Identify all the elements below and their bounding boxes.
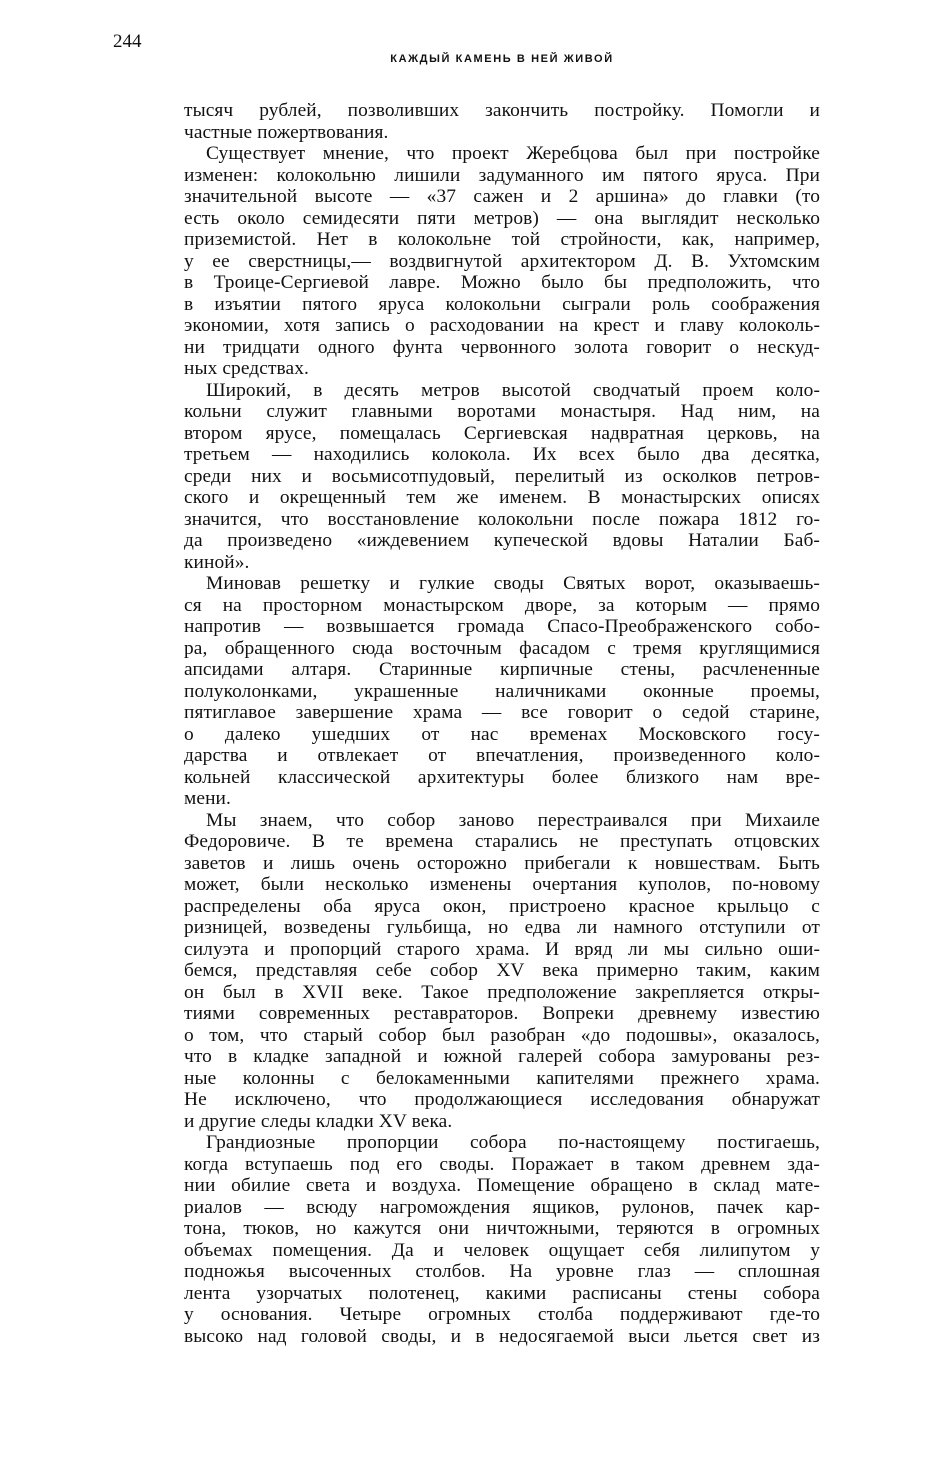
text-line: у основания. Четыре огромных столба поддерживают где-то bbox=[184, 1304, 820, 1325]
text-line: изменен: колокольню лишили задуманного им пятого яруса. При bbox=[184, 164, 820, 186]
text-line: экономии, хотя запись о расходовании на крест и главу колоколь- bbox=[184, 315, 820, 336]
text-line: кольней классической архитектуры более близкого нам вре- bbox=[184, 766, 820, 788]
text-line: объемах помещения. Да и человек ощущает себя лилипутом у bbox=[184, 1239, 820, 1261]
text-line: распределены оба яруса окон, пристроено красное крыльцо с bbox=[184, 895, 820, 917]
text-line: Грандиозные пропорции собора по-настоящему постигаешь, bbox=[206, 1132, 820, 1153]
text-line: у ее сверстницы,— воздвигнутой архитектором Д. В. Ухтомским bbox=[184, 250, 820, 272]
text-line: Не исключено, что продолжающиеся исследования обнаружат bbox=[184, 1089, 820, 1110]
paragraph-5 bbox=[184, 810, 820, 1133]
text-line: он был в XVII веке. Такое предположение закрепляется откры- bbox=[184, 981, 820, 1003]
page-number: 244 bbox=[113, 31, 142, 52]
text-line: напротив — возвышается громада Спасо-Преображенского собо- bbox=[184, 616, 820, 637]
text-line: киной». bbox=[184, 551, 250, 573]
paragraph-4 bbox=[184, 573, 820, 810]
text-line: дарства и отвлекает от впечатления, произведенного коло- bbox=[184, 745, 820, 766]
text-line: когда вступаешь под его своды. Поражает в таком древнем зда- bbox=[184, 1153, 820, 1175]
text-line: тона, тюков, но кажутся они ничтожными, теряются в огромных bbox=[184, 1218, 820, 1239]
text-line: тысяч рублей, позволивших закончить постройку. Помогли и bbox=[184, 100, 820, 121]
text-line: бемся, представляя себе собор XV века примерно таким, каким bbox=[184, 960, 820, 981]
running-title: КАЖДЫЙ КАМЕНЬ В НЕЙ ЖИВОЙ bbox=[390, 53, 614, 65]
text-line: может, были несколько изменены очертания куполов, по-новому bbox=[184, 874, 820, 895]
text-line: пятиглавое завершение храма — все говорит о седой старине, bbox=[184, 702, 820, 723]
text-line: мени. bbox=[184, 788, 231, 809]
paragraph-2 bbox=[184, 143, 820, 380]
text-line: Широкий, в десять метров высотой сводчатый проем коло- bbox=[206, 379, 820, 401]
text-line: ни тридцати одного фунта червонного золота говорит о нескуд- bbox=[184, 336, 820, 358]
text-line: частные пожертвования. bbox=[184, 121, 389, 143]
text-line: и другие следы кладки XV века. bbox=[184, 1110, 453, 1132]
text-line: тиями современных реставраторов. Вопреки древнему известию bbox=[184, 1003, 820, 1024]
text-line: полуколонками, украшенные наличниками оконные проемы, bbox=[184, 680, 820, 702]
text-line: апсидами алтаря. Старинные кирпичные стены, расчлененные bbox=[184, 659, 820, 680]
paragraph-3 bbox=[184, 380, 820, 574]
text-line: лента узорчатых полотенец, какими расписаны стены собора bbox=[184, 1282, 820, 1304]
text-line: нии обилие света и воздуха. Помещение обращено в склад мате- bbox=[184, 1175, 820, 1196]
text-line: приземистой. Нет в колокольне той стройности, как, например, bbox=[184, 229, 820, 250]
text-line: значится, что восстановление колокольни после пожара 1812 го- bbox=[184, 508, 820, 530]
text-line: ра, обращенного сюда восточным фасадом с тремя круглящимися bbox=[184, 637, 820, 659]
text-line: подножья высоченных столбов. На уровне глаз — сплошная bbox=[184, 1261, 820, 1282]
paragraph-6 bbox=[184, 1132, 820, 1347]
text-line: высоко над головой своды, и в недосягаемой выси льется свет из bbox=[184, 1325, 820, 1347]
text-line: о том, что старый собор был разобран «до подошвы», оказалось, bbox=[184, 1024, 820, 1046]
text-line: в изъятии пятого яруса колокольни сыграли роль соображения bbox=[184, 293, 820, 315]
text-line: Федоровиче. В те времена старались не преступать отцовских bbox=[184, 831, 820, 852]
text-line: ского и окрещенный тем же именем. В монастырских описях bbox=[184, 487, 820, 508]
text-line: втором ярусе, помещалась Сергиевская надвратная церковь, на bbox=[184, 422, 820, 444]
text-line: кольни служит главными воротами монастыря. Над ним, на bbox=[184, 401, 820, 422]
text-line: Существует мнение, что проект Жеребцова был при постройке bbox=[206, 143, 820, 164]
text-line: есть около семидесяти пяти метров) — она выглядит несколько bbox=[184, 207, 820, 229]
text-line: третьем — находились колокола. Их всех было два десятка, bbox=[184, 444, 820, 465]
paragraph-1 bbox=[184, 100, 820, 143]
text-line: силуэта и пропорций старого храма. И вряд ли мы сильно оши- bbox=[184, 938, 820, 960]
text-line: что в кладке западной и южной галерей собора замурованы рез- bbox=[184, 1046, 820, 1067]
text-line: да произведено «иждевением купеческой вдовы Наталии Баб- bbox=[184, 530, 820, 551]
text-line: Миновав решетку и гулкие своды Святых ворот, оказываешь- bbox=[206, 573, 820, 594]
body-text bbox=[184, 100, 820, 1347]
text-line: о далеко ушедших от нас временах Московского госу- bbox=[184, 723, 820, 745]
text-line: риалов — всюду нагромождения ящиков, рулонов, пачек кар- bbox=[184, 1196, 820, 1218]
text-line: ных средствах. bbox=[184, 358, 309, 379]
text-line: заветов и лишь очень осторожно прибегали к новшествам. Быть bbox=[184, 852, 820, 874]
text-line: ризницей, возведены гульбища, но едва ли намного отступили от bbox=[184, 917, 820, 938]
text-line: Мы знаем, что собор заново перестраивался при Михаиле bbox=[206, 809, 820, 831]
text-line: значительной высоте — «37 сажен и 2 аршина» до главки (то bbox=[184, 186, 820, 207]
text-line: ные колонны с белокаменными капителями прежнего храма. bbox=[184, 1067, 820, 1089]
text-line: ся на просторном монастырском дворе, за которым — прямо bbox=[184, 594, 820, 616]
text-line: среди них и восьмисотпудовый, перелитый из осколков петров- bbox=[184, 465, 820, 487]
text-line: в Троице-Сергиевой лавре. Можно было бы предположить, что bbox=[184, 272, 820, 293]
